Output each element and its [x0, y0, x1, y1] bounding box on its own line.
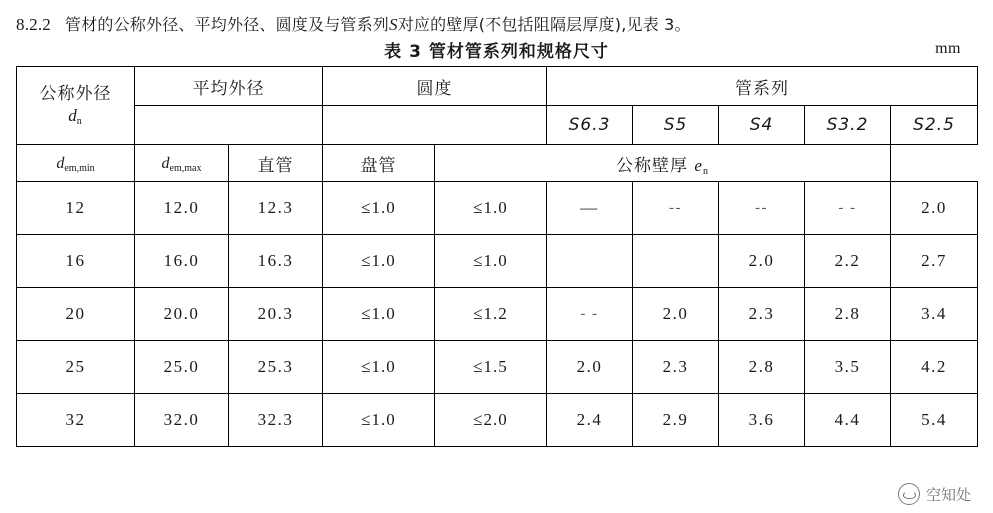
spec-table-body — [17, 182, 978, 447]
cell-coil: ≤2.0 — [435, 394, 547, 447]
clause-text: 管材的公称外径、平均外径、圆度及与管系列S对应的壁厚(不包括阻隔层厚度),见表 3。 — [65, 15, 691, 34]
table-row — [17, 235, 978, 288]
header-mean-outer-diameter: 平均外径 — [135, 67, 323, 106]
header-coil-pipe: 盘管 — [323, 145, 435, 182]
cell-s25: 2.0 — [891, 182, 978, 235]
wechat-icon — [898, 483, 920, 505]
cell-s4: 3.6 — [719, 394, 805, 447]
cell-s32: - - — [805, 182, 891, 235]
header-dn-subscript: n — [76, 116, 83, 127]
table-row — [17, 341, 978, 394]
cell-dem-max: 16.3 — [229, 235, 323, 288]
cell-s5: 2.3 — [633, 341, 719, 394]
cell-dn: 12 — [17, 182, 135, 235]
cell-dem-min: 25.0 — [135, 341, 229, 394]
cell-dem-min: 20.0 — [135, 288, 229, 341]
series-symbol: S — [389, 15, 398, 34]
cell-dem-min: 32.0 — [135, 394, 229, 447]
cell-s63 — [547, 235, 633, 288]
cell-s5: 2.0 — [633, 288, 719, 341]
header-nominal-wall-thickness: 公称壁厚 $e_n$ — [435, 145, 891, 182]
cell-coil: ≤1.0 — [435, 182, 547, 235]
watermark — [894, 481, 975, 507]
cell-dn: 20 — [17, 288, 135, 341]
header-dn-symbol: d — [68, 106, 77, 125]
cell-dem-min: 16.0 — [135, 235, 229, 288]
header-series-s5: S5 — [633, 106, 719, 145]
cell-s5 — [633, 235, 719, 288]
watermark-label: 空知处 — [925, 485, 971, 504]
unit-label: mm — [935, 40, 961, 57]
header-series-s25: S2.5 — [891, 106, 978, 145]
cell-s32: 2.2 — [805, 235, 891, 288]
cell-dem-max: 12.3 — [229, 182, 323, 235]
header-nominal-outer-diameter — [17, 67, 135, 145]
header-nominal-outer-diameter-label: 公称外径 — [39, 83, 112, 104]
cell-dn: 25 — [17, 341, 135, 394]
cell-dn: 16 — [17, 235, 135, 288]
cell-s25: 3.4 — [891, 288, 978, 341]
cell-straight: ≤1.0 — [323, 394, 435, 447]
header-roundness: 圆度 — [323, 67, 547, 106]
table-row — [17, 182, 978, 235]
cell-dem-max: 32.3 — [229, 394, 323, 447]
cell-s25: 5.4 — [891, 394, 978, 447]
cell-straight: ≤1.0 — [323, 235, 435, 288]
cell-s5: 2.9 — [633, 394, 719, 447]
header-mean-outer-diameter-spacer — [135, 106, 323, 145]
cell-straight: ≤1.0 — [323, 182, 435, 235]
cell-straight: ≤1.0 — [323, 288, 435, 341]
cell-s32: 3.5 — [805, 341, 891, 394]
cell-s25: 4.2 — [891, 341, 978, 394]
clause-number: 8.2.2 — [16, 15, 51, 34]
header-straight-pipe: 直管 — [229, 145, 323, 182]
clause-paragraph — [16, 12, 977, 35]
cell-s63: - - — [547, 288, 633, 341]
cell-dem-max: 25.3 — [229, 341, 323, 394]
cell-coil: ≤1.2 — [435, 288, 547, 341]
table-row — [17, 288, 978, 341]
header-pipe-series: 管系列 — [547, 67, 978, 106]
cell-s4: 2.3 — [719, 288, 805, 341]
table-caption: 表 3 管材管系列和规格尺寸 — [384, 42, 609, 62]
cell-s63: 2.4 — [547, 394, 633, 447]
cell-coil: ≤1.0 — [435, 235, 547, 288]
cell-s63: — — [547, 182, 633, 235]
cell-straight: ≤1.0 — [323, 341, 435, 394]
cell-dem-max: 20.3 — [229, 288, 323, 341]
cell-dem-min: 12.0 — [135, 182, 229, 235]
cell-s5: -- — [633, 182, 719, 235]
spec-table — [16, 66, 978, 447]
cell-s4: 2.8 — [719, 341, 805, 394]
cell-s25: 2.7 — [891, 235, 978, 288]
header-roundness-spacer — [323, 106, 547, 145]
table-caption-row — [16, 37, 977, 63]
cell-s4: -- — [719, 182, 805, 235]
cell-s63: 2.0 — [547, 341, 633, 394]
header-dem-min: $d_{em,min}$ — [17, 145, 135, 182]
header-series-s32: S3.2 — [805, 106, 891, 145]
cell-coil: ≤1.5 — [435, 341, 547, 394]
header-series-s63: S6.3 — [547, 106, 633, 145]
cell-dn: 32 — [17, 394, 135, 447]
cell-s32: 2.8 — [805, 288, 891, 341]
cell-s32: 4.4 — [805, 394, 891, 447]
header-dem-max: $d_{em,max}$ — [135, 145, 229, 182]
header-series-s4: S4 — [719, 106, 805, 145]
cell-s4: 2.0 — [719, 235, 805, 288]
table-row — [17, 394, 978, 447]
